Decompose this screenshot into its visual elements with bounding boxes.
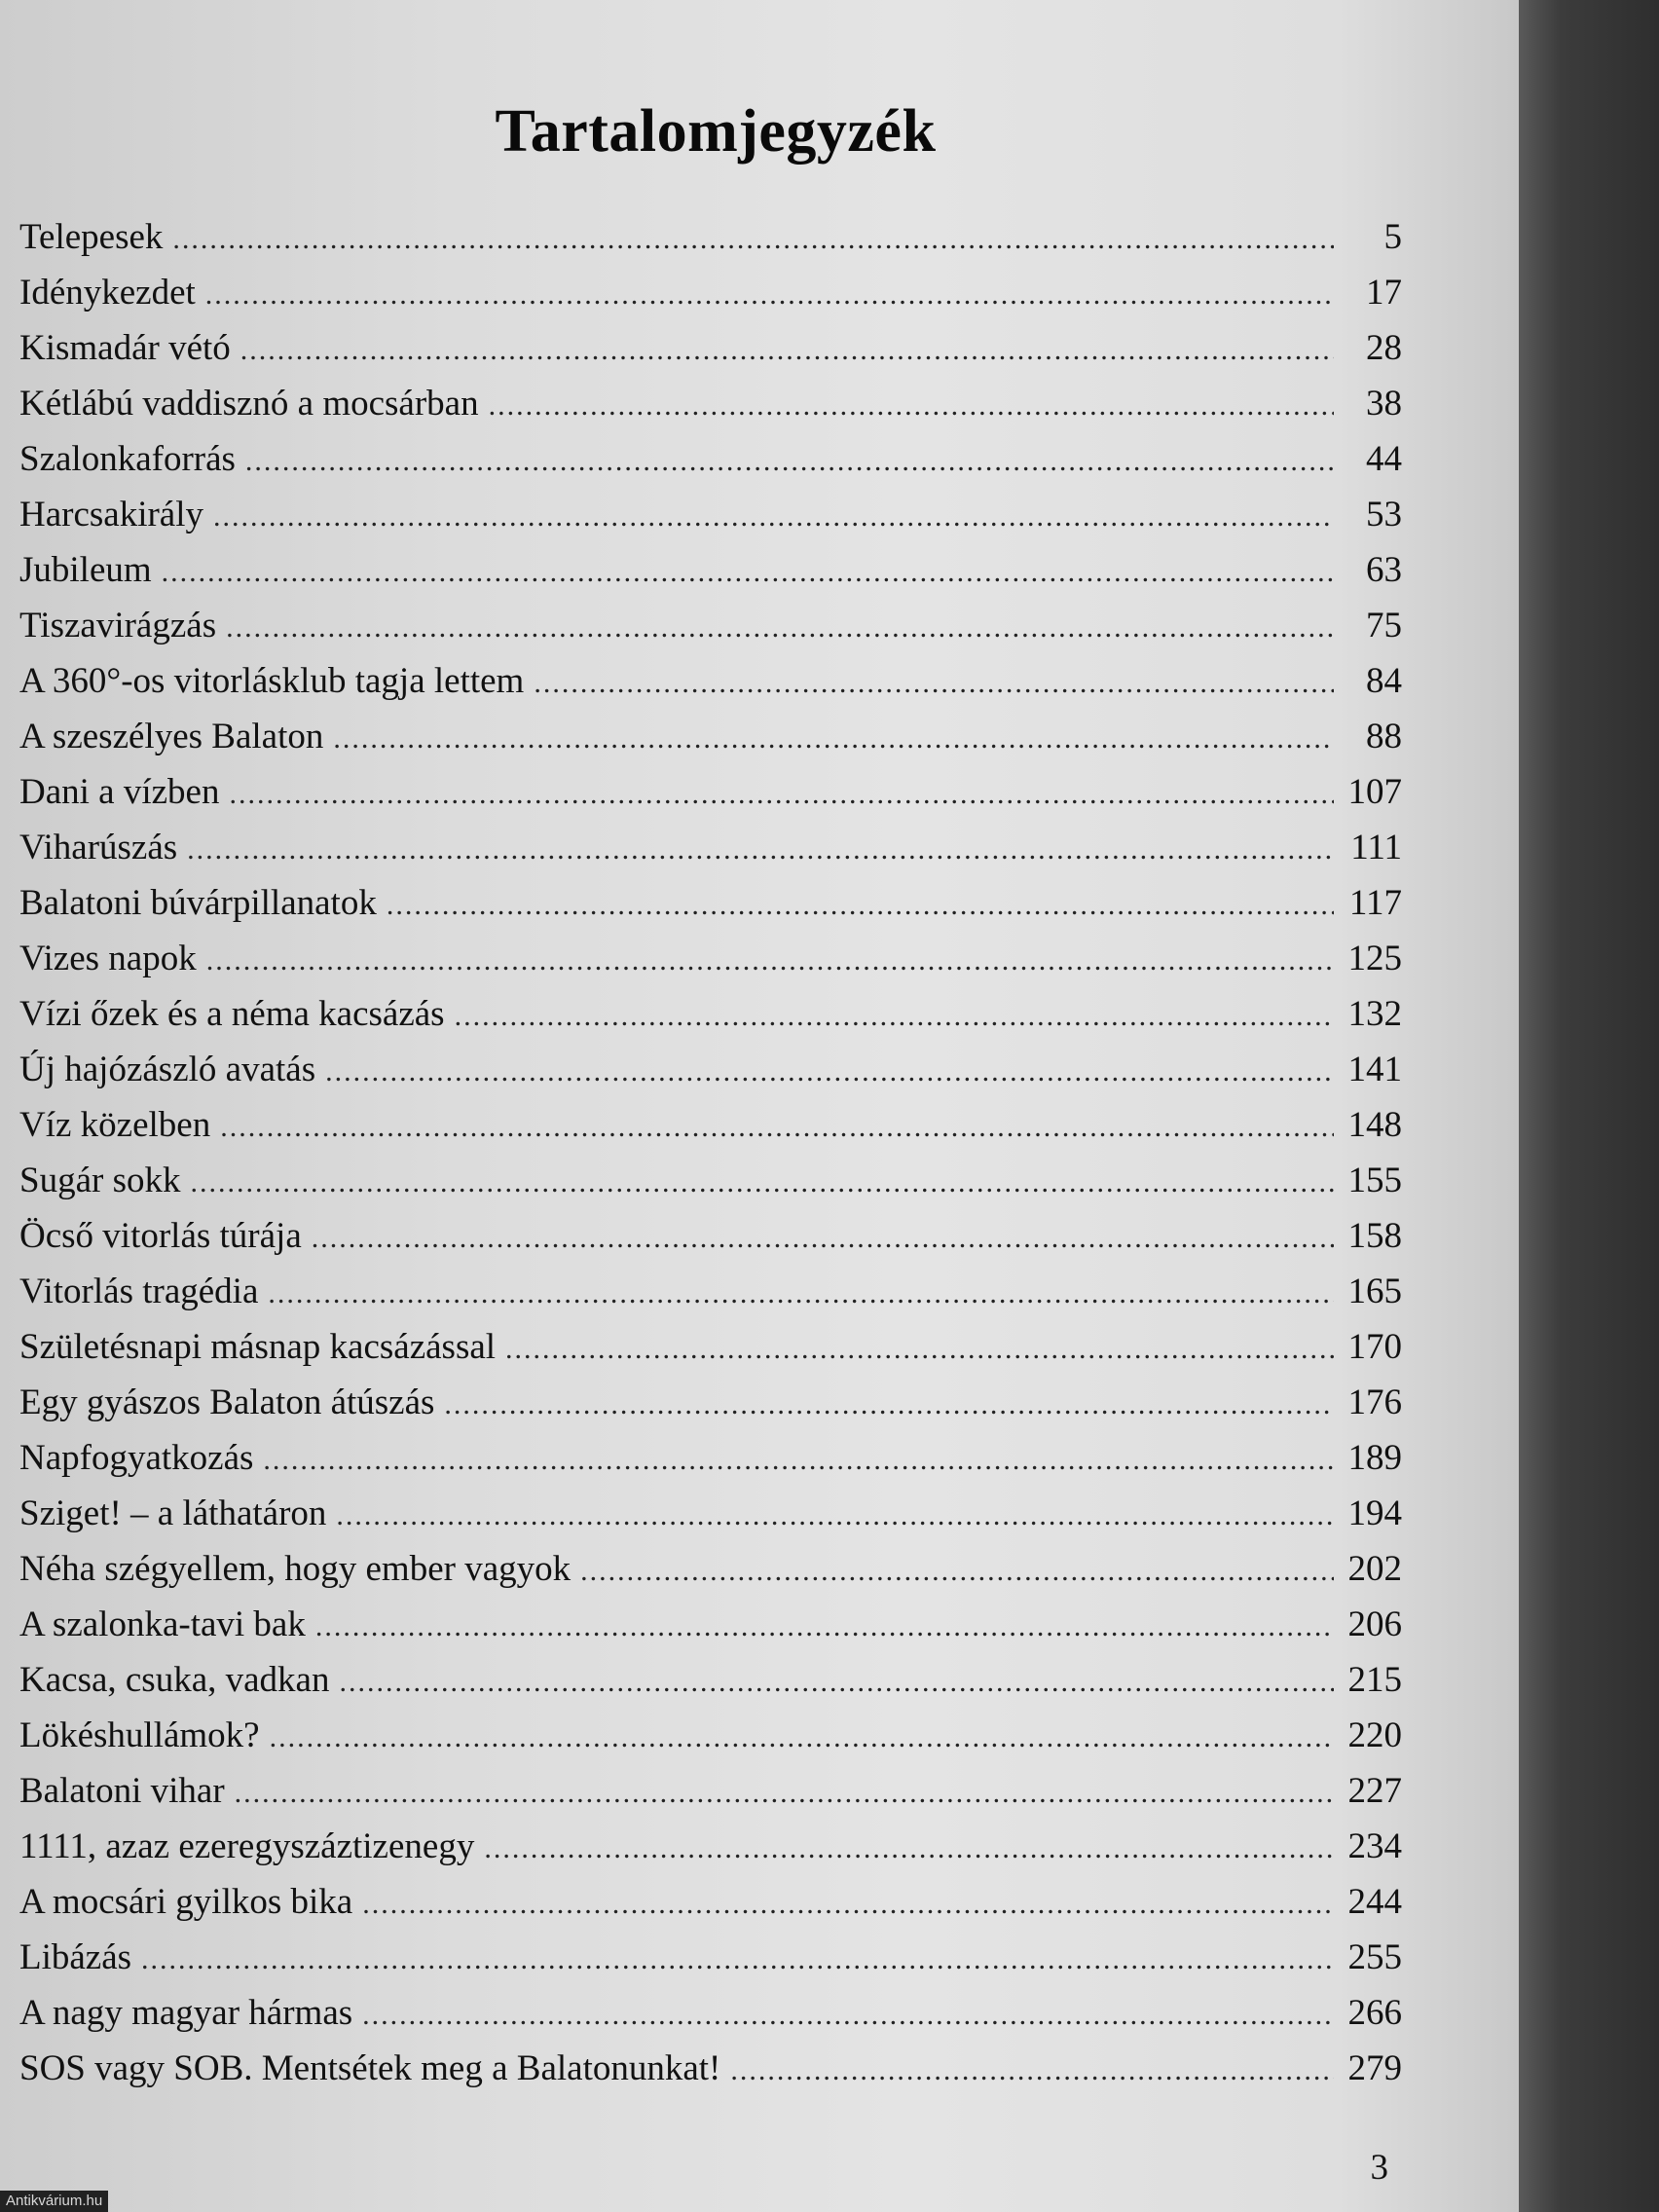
toc-entry xyxy=(19,1049,1402,1104)
toc-entry-page: 132 xyxy=(1347,994,1402,1034)
toc-entry xyxy=(19,1437,1402,1493)
dot-leader xyxy=(213,500,1334,534)
toc-entry xyxy=(19,1714,1402,1770)
toc-entry xyxy=(19,1382,1402,1437)
toc-entry-title: Libázás xyxy=(19,1937,132,1977)
dot-leader xyxy=(162,556,1334,589)
toc-entry xyxy=(19,716,1402,771)
toc-entry-page: 84 xyxy=(1366,661,1402,701)
toc-entry-title: Idénykezdet xyxy=(19,273,196,313)
dot-leader xyxy=(205,278,1334,312)
toc-entry-page: 117 xyxy=(1348,883,1402,923)
toc-entry xyxy=(19,1881,1402,1936)
toc-entry-page: 170 xyxy=(1347,1327,1402,1367)
toc-entry-title: Vizes napok xyxy=(19,939,197,978)
toc-entry-page: 5 xyxy=(1383,217,1402,257)
toc-entry-title: Telepesek xyxy=(19,217,164,257)
toc-entry xyxy=(19,1160,1402,1215)
toc-entry xyxy=(19,1215,1402,1271)
dot-leader xyxy=(333,722,1334,756)
toc-entry-title: Néha szégyellem, hogy ember vagyok xyxy=(19,1549,571,1589)
toc-entry-title: Balatoni vihar xyxy=(19,1771,225,1811)
toc-entry xyxy=(19,1604,1402,1659)
toc-entry xyxy=(19,938,1402,993)
toc-entry-title: Balatoni búvárpillanatok xyxy=(19,883,377,923)
toc-entry-title: A mocsári gyilkos bika xyxy=(19,1882,353,1922)
toc-entry-page: 141 xyxy=(1347,1050,1402,1089)
toc-entry-title: Jubileum xyxy=(19,550,152,590)
book-edge xyxy=(1519,0,1659,2212)
toc-entry-page: 227 xyxy=(1347,1771,1402,1811)
toc-entry xyxy=(19,1104,1402,1160)
toc-entry-page: 206 xyxy=(1347,1604,1402,1644)
toc-entry-page: 165 xyxy=(1347,1272,1402,1311)
toc-entry-page: 202 xyxy=(1347,1549,1402,1589)
dot-leader xyxy=(235,1777,1334,1810)
table-of-contents xyxy=(19,216,1402,2103)
toc-entry-page: 44 xyxy=(1366,439,1402,479)
dot-leader xyxy=(240,334,1334,367)
toc-entry xyxy=(19,2047,1402,2103)
toc-entry-title: A 360°-os vitorlásklub tagja lettem xyxy=(19,661,525,701)
toc-entry xyxy=(19,605,1402,660)
dot-leader xyxy=(268,1277,1334,1310)
toc-entry-page: 215 xyxy=(1347,1660,1402,1700)
toc-entry xyxy=(19,1770,1402,1825)
toc-entry-title: Szalonkaforrás xyxy=(19,439,236,479)
toc-entry xyxy=(19,438,1402,494)
dot-leader xyxy=(387,889,1334,922)
toc-entry-page: 176 xyxy=(1347,1382,1402,1422)
dot-leader xyxy=(206,944,1334,977)
toc-entry-title: Öcső vitorlás túrája xyxy=(19,1216,302,1256)
toc-entry xyxy=(19,1992,1402,2047)
dot-leader xyxy=(190,1166,1334,1199)
toc-entry xyxy=(19,1271,1402,1326)
page-number: 3 xyxy=(1370,2148,1388,2188)
dot-leader xyxy=(172,223,1334,256)
toc-entry xyxy=(19,1326,1402,1382)
dot-leader xyxy=(187,833,1334,866)
toc-entry-page: 155 xyxy=(1347,1161,1402,1200)
toc-entry-page: 17 xyxy=(1366,273,1402,313)
dot-leader xyxy=(270,1721,1334,1754)
toc-entry-page: 279 xyxy=(1347,2048,1402,2088)
toc-entry-title: Víz közelben xyxy=(19,1105,211,1145)
toc-entry-title: Napfogyatkozás xyxy=(19,1438,254,1478)
dot-leader xyxy=(245,445,1334,478)
toc-entry xyxy=(19,882,1402,938)
toc-entry-page: 107 xyxy=(1347,772,1402,812)
toc-entry xyxy=(19,827,1402,882)
dot-leader xyxy=(220,1111,1334,1144)
dot-leader xyxy=(455,1000,1334,1033)
dot-leader xyxy=(263,1444,1334,1477)
dot-leader xyxy=(362,1999,1334,2032)
toc-entry-title: 1111, azaz ezeregyszáztizenegy xyxy=(19,1826,475,1866)
dot-leader xyxy=(580,1555,1334,1588)
toc-entry-title: Kétlábú vaddisznó a mocsárban xyxy=(19,384,479,424)
toc-entry-page: 189 xyxy=(1347,1438,1402,1478)
dot-leader xyxy=(362,1888,1334,1921)
toc-entry-title: SOS vagy SOB. Mentsétek meg a Balatonunkat! xyxy=(19,2048,721,2088)
toc-entry-page: 158 xyxy=(1347,1216,1402,1256)
page-title: Tartalomjegyzék xyxy=(495,97,937,165)
toc-entry xyxy=(19,771,1402,827)
toc-entry xyxy=(19,660,1402,716)
dot-leader xyxy=(325,1055,1334,1088)
toc-entry xyxy=(19,216,1402,272)
toc-entry xyxy=(19,494,1402,549)
dot-leader xyxy=(315,1610,1334,1643)
toc-entry-page: 75 xyxy=(1366,606,1402,645)
toc-entry xyxy=(19,549,1402,605)
toc-entry xyxy=(19,993,1402,1049)
toc-entry-page: 234 xyxy=(1347,1826,1402,1866)
toc-entry-title: Sugár sokk xyxy=(19,1161,181,1200)
toc-entry-title: Vitorlás tragédia xyxy=(19,1272,259,1311)
dot-leader xyxy=(141,1943,1334,1976)
toc-entry-title: Lökéshullámok? xyxy=(19,1715,260,1755)
dot-leader xyxy=(534,667,1334,700)
toc-entry-page: 244 xyxy=(1347,1882,1402,1922)
toc-entry-title: Születésnapi másnap kacsázással xyxy=(19,1327,497,1367)
toc-entry-title: A szeszélyes Balaton xyxy=(19,717,324,756)
dot-leader xyxy=(336,1499,1334,1532)
toc-entry xyxy=(19,1825,1402,1881)
toc-entry xyxy=(19,1936,1402,1992)
dot-leader xyxy=(339,1666,1334,1699)
toc-entry-title: Egy gyászos Balaton átúszás xyxy=(19,1382,435,1422)
toc-entry xyxy=(19,327,1402,383)
toc-entry-page: 88 xyxy=(1366,717,1402,756)
dot-leader xyxy=(484,1832,1334,1865)
dot-leader xyxy=(226,611,1334,645)
toc-entry-page: 111 xyxy=(1350,828,1402,867)
toc-entry-page: 38 xyxy=(1366,384,1402,424)
toc-entry-page: 266 xyxy=(1347,1993,1402,2033)
toc-entry xyxy=(19,1659,1402,1714)
toc-entry-title: Tiszavirágzás xyxy=(19,606,217,645)
toc-entry-title: Vízi őzek és a néma kacsázás xyxy=(19,994,445,1034)
toc-entry-page: 28 xyxy=(1366,328,1402,368)
toc-entry-page: 53 xyxy=(1366,495,1402,535)
toc-entry xyxy=(19,1493,1402,1548)
watermark: Antikvárium.hu xyxy=(0,2191,108,2212)
toc-entry-title: Dani a vízben xyxy=(19,772,220,812)
toc-entry-page: 148 xyxy=(1347,1105,1402,1145)
toc-entry-title: A nagy magyar hármas xyxy=(19,1993,353,2033)
dot-leader xyxy=(489,389,1334,423)
dot-leader xyxy=(505,1333,1334,1366)
toc-entry xyxy=(19,1548,1402,1604)
toc-entry xyxy=(19,272,1402,327)
toc-entry-title: Kacsa, csuka, vadkan xyxy=(19,1660,330,1700)
toc-entry-title: Harcsakirály xyxy=(19,495,204,535)
dot-leader xyxy=(312,1222,1334,1255)
toc-entry-title: Viharúszás xyxy=(19,828,178,867)
toc-entry xyxy=(19,383,1402,438)
dot-leader xyxy=(229,778,1334,811)
toc-entry-page: 255 xyxy=(1347,1937,1402,1977)
toc-entry-title: Új hajózászló avatás xyxy=(19,1050,316,1089)
dot-leader xyxy=(730,2054,1334,2087)
toc-entry-title: Kismadár vétó xyxy=(19,328,231,368)
toc-entry-page: 220 xyxy=(1347,1715,1402,1755)
toc-entry-title: Sziget! – a láthatáron xyxy=(19,1493,327,1533)
toc-entry-title: A szalonka-tavi bak xyxy=(19,1604,306,1644)
toc-entry-page: 125 xyxy=(1347,939,1402,978)
toc-entry-page: 194 xyxy=(1347,1493,1402,1533)
dot-leader xyxy=(444,1388,1334,1421)
toc-entry-page: 63 xyxy=(1366,550,1402,590)
